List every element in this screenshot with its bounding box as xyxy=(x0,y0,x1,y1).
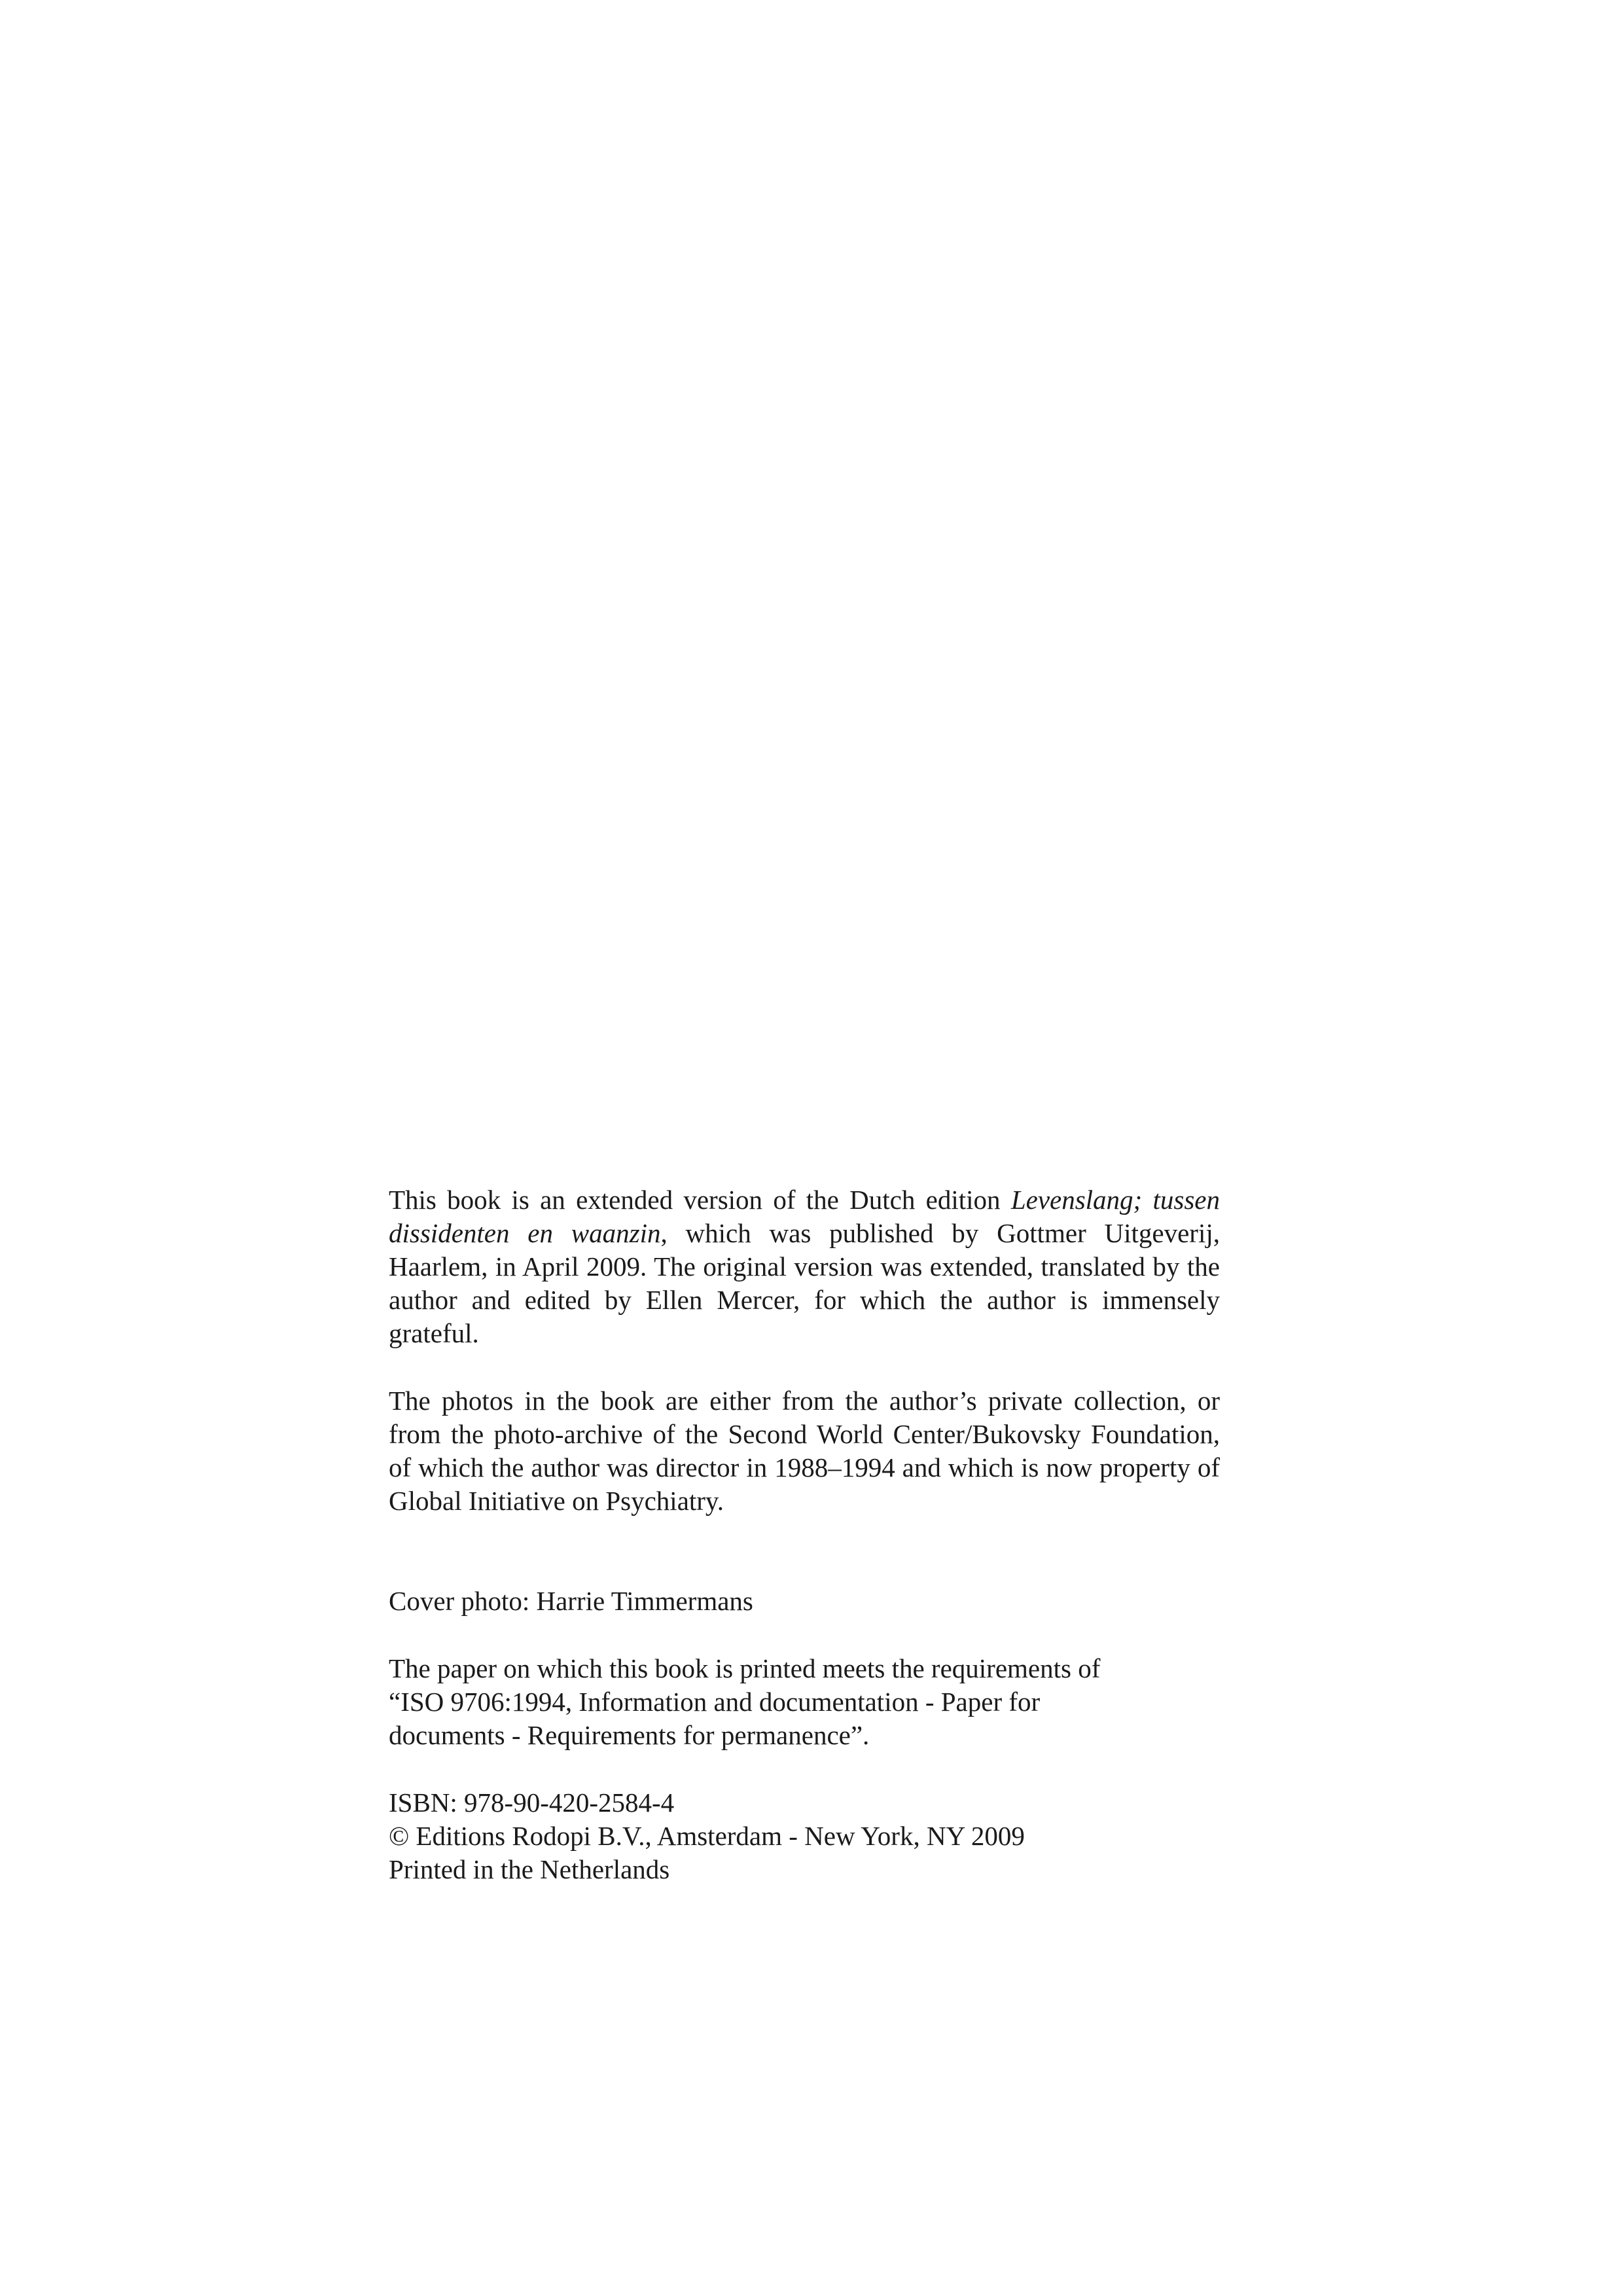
paper-note-line: “ISO 9706:1994, Information and documentation - Paper for xyxy=(389,1687,1041,1717)
cover-photo-text: Cover photo: Harrie Timmermans xyxy=(389,1586,753,1616)
edition-note-details: , which was published by Gottmer Uitgeverij, Haarlem, in April 2009. The original version was extended, translated by the author and edited by Ellen Mercer, for which the author is immensely grateful. xyxy=(389,1218,1220,1348)
spacer xyxy=(389,1752,1220,1786)
publisher-imprint xyxy=(389,1786,1220,1886)
cover-photo-credit xyxy=(389,1585,1220,1618)
imprint-text-block xyxy=(389,1183,1220,1886)
spacer xyxy=(389,1618,1220,1652)
edition-note-paragraph xyxy=(389,1183,1220,1350)
spacer xyxy=(389,1350,1220,1384)
photos-note-paragraph: The photos in the book are either from the author’s private collection, or from the photo-archive of the Second World Center/Bukovsky Foundation, of which the author was director in 1988–1994 and which is now property of Global Initiative on Psychiatry. xyxy=(389,1386,1220,1516)
isbn: ISBN: 978-90-420-2584-4 xyxy=(389,1787,675,1818)
paper-permanence-note xyxy=(389,1652,1220,1752)
paper-note-line: documents - Requirements for permanence”. xyxy=(389,1720,870,1750)
printed-in-line: Printed in the Netherlands xyxy=(389,1854,670,1884)
spacer xyxy=(389,1518,1220,1585)
copyright-line: © Editions Rodopi B.V., Amsterdam - New York, NY 2009 xyxy=(389,1821,1025,1851)
paper-note-line: The paper on which this book is printed meets the requirements of xyxy=(389,1653,1101,1683)
dutch-edition-title: Levenslang; tussen dissidenten en waanzin xyxy=(389,1185,1220,1248)
edition-note-intro: This book is an extended version of the Dutch edition xyxy=(389,1185,1011,1215)
